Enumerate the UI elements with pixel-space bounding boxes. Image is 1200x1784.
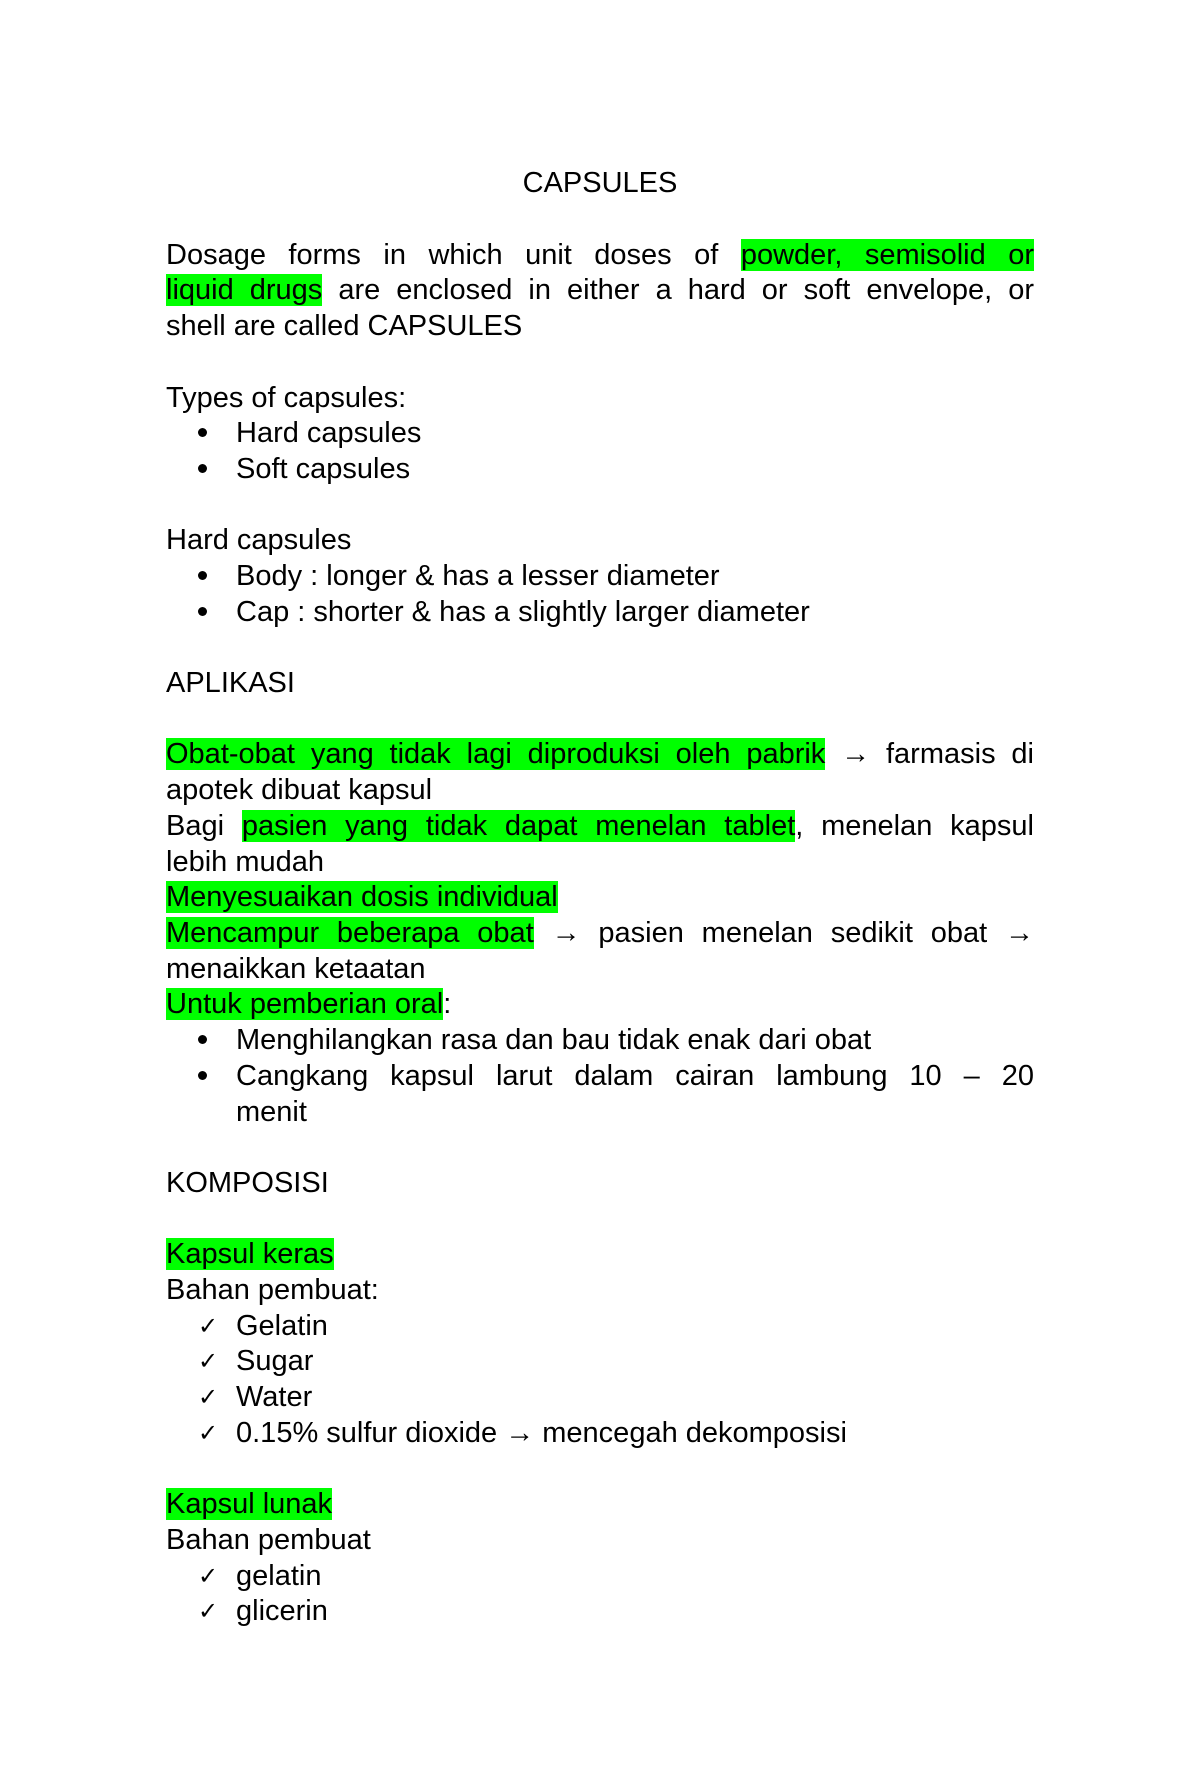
kapsul-lunak-label: Bahan pembuat (166, 1523, 371, 1556)
hard-heading: Hard capsules (166, 524, 352, 557)
list-item: Hard capsules (166, 416, 1034, 452)
highlight: Kapsul keras (166, 1238, 334, 1271)
kapsul-lunak-list (166, 1559, 1034, 1630)
checkmark-icon: ✓ (198, 1311, 219, 1340)
doc-title: CAPSULES (522, 167, 678, 199)
list-item: Body : longer & has a lesser diameter (166, 559, 1034, 595)
list-item: ✓ glicerin (166, 1594, 1034, 1630)
highlight: powder, semisolid or (740, 238, 1035, 271)
kapsul-keras-list (166, 1309, 1034, 1452)
aplikasi-p1-line-1: Obat-obat yang tidak lagi diproduksi oleh pabrik → farmasis di (166, 738, 1034, 771)
kapsul-keras-label: Bahan pembuat: (166, 1274, 379, 1306)
bullet-icon (198, 416, 228, 452)
komposisi-heading: KOMPOSISI (166, 1166, 329, 1199)
definition-line-3: shell are called CAPSULES (166, 310, 523, 343)
list-item: Cap : shorter & has a slightly larger diameter (166, 595, 1034, 631)
checkmark-icon: ✓ (198, 1383, 219, 1412)
aplikasi-p2-line-1: Bagi pasien yang tidak dapat menelan tablet, menelan kapsul (166, 809, 1034, 842)
highlight: Mencampur beberapa obat (166, 917, 534, 949)
list-item: Menghilangkan rasa dan bau tidak enak dari obat (166, 1023, 1034, 1059)
kapsul-lunak-heading (166, 1487, 1034, 1523)
list-item: ✓ gelatin (166, 1559, 1034, 1595)
aplikasi-p4-line-1: Mencampur beberapa obat → pasien menelan sedikit obat → (166, 917, 1034, 949)
checkmark-icon: ✓ (198, 1347, 219, 1376)
checkmark-icon: ✓ (198, 1418, 219, 1447)
aplikasi-p2-line-2: lebih mudah (166, 845, 324, 878)
bullet-icon (198, 595, 228, 631)
bullet-icon (198, 1023, 228, 1059)
list-item: ✓ Gelatin (166, 1309, 1034, 1345)
highlight: pasien yang tidak dapat menelan tablet (241, 809, 796, 842)
aplikasi-list (166, 1023, 1034, 1130)
bullet-icon (198, 452, 228, 488)
aplikasi-p4-line-2: menaikkan ketaatan (166, 952, 426, 985)
highlight: Menyesuaikan dosis individual (166, 881, 558, 914)
list-item: Soft capsules (166, 452, 1034, 488)
list-item: ✓ 0.15% sulfur dioxide → mencegah dekomposisi (166, 1416, 1034, 1452)
bullet-icon (198, 559, 228, 595)
highlight: liquid drugs (166, 274, 323, 307)
aplikasi-p5: Untuk pemberian oral: (166, 988, 452, 1021)
kapsul-keras-heading (166, 1237, 1034, 1273)
list-item: ✓ Sugar (166, 1344, 1034, 1380)
highlight: Obat-obat yang tidak lagi diproduksi oleh pabrik (166, 738, 826, 771)
document-page (166, 166, 1034, 1630)
highlight: Untuk pemberian oral (166, 988, 444, 1021)
list-item: ✓ Water (166, 1380, 1034, 1416)
definition-line-2: liquid drugs are enclosed in either a hard or soft envelope, or (166, 274, 1034, 307)
aplikasi-p3 (166, 880, 1034, 916)
hard-list (166, 559, 1034, 630)
bullet-icon (198, 1059, 228, 1095)
highlight: Kapsul lunak (166, 1488, 333, 1521)
aplikasi-p1-line-2: apotek dibuat kapsul (166, 774, 433, 807)
definition-line-1: Dosage forms in which unit doses of powder, semisolid or (166, 238, 1035, 271)
list-item: Cangkang kapsul larut dalam cairan lambung 10 – 20 menit (166, 1059, 1034, 1130)
aplikasi-heading: APLIKASI (166, 667, 295, 700)
checkmark-icon: ✓ (198, 1597, 219, 1626)
types-heading: Types of capsules: (166, 381, 407, 414)
checkmark-icon: ✓ (198, 1561, 219, 1590)
types-list (166, 416, 1034, 487)
